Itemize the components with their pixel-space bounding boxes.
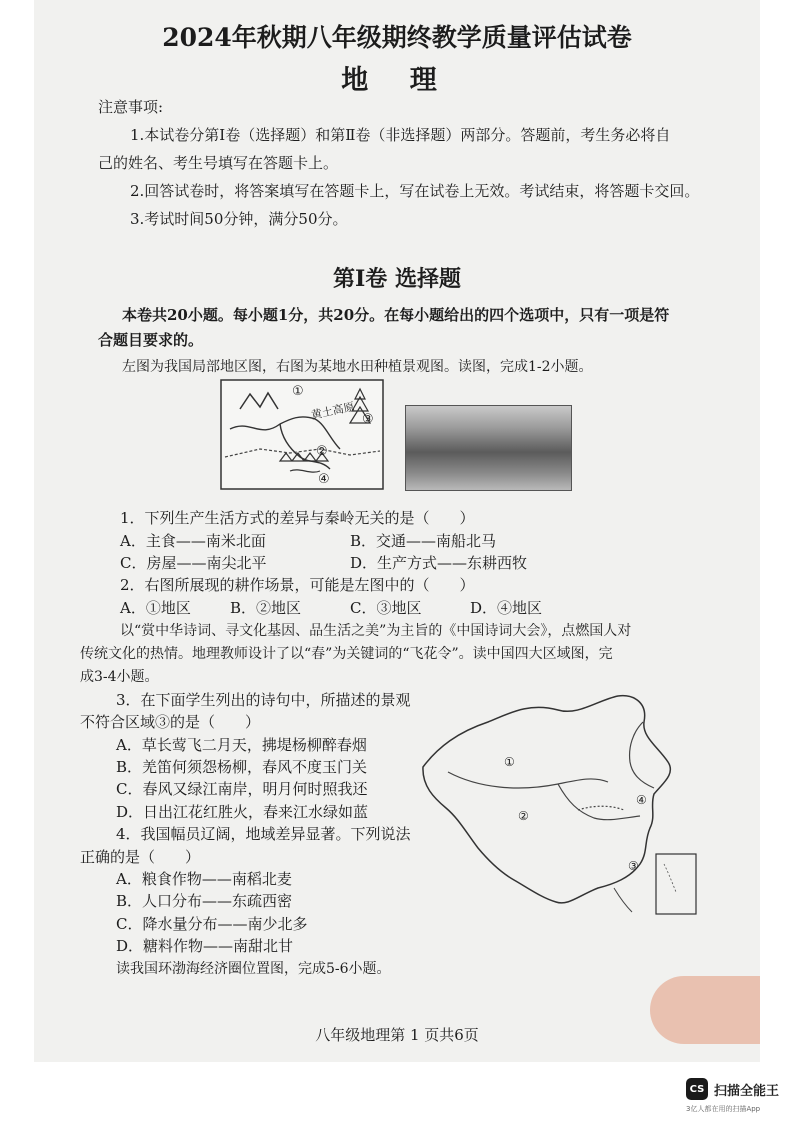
map-marker-4: ④ (318, 472, 330, 487)
q1-option-d: D．生产方式——东耕西牧 (350, 554, 528, 572)
q2-option-a: A．①地区 (120, 599, 191, 617)
region-marker-4: ④ (636, 793, 647, 807)
q3-option-d: D．日出江花红胜火，春来江水绿如蓝 (116, 803, 369, 821)
exam-subject: 地 理 (341, 65, 453, 96)
q2-stem: 2．右图所展现的耕作场景，可能是左图中的（ ） (120, 576, 475, 594)
region-marker-1: ① (504, 755, 515, 769)
group2-stem: 成3-4小题。 (80, 669, 159, 685)
paddy-field-photo (405, 405, 572, 491)
page-footer: 八年级地理第 1 页共6页 (315, 1026, 479, 1044)
q4-stem: 正确的是（ ） (80, 848, 201, 866)
group2-stem: 以“赏中华诗词、寻文化基因、品生活之美”为主旨的《中国诗词大会》，点燃国人对 (120, 623, 632, 639)
scanner-watermark (686, 1078, 779, 1100)
q3-stem: 3．在下面学生列出的诗句中，所描述的景观 (116, 691, 411, 709)
q1-stem: 1．下列生产生活方式的差异与秦岭无关的是（ ） (120, 509, 475, 527)
scanner-tagline: 3亿人都在用的扫描App (686, 1105, 761, 1113)
q4-option-c: C．降水量分布——南少北多 (116, 915, 308, 933)
section-intro: 合题目要求的。 (98, 331, 204, 349)
scanner-logo-icon: CS (686, 1078, 708, 1100)
group2-stem: 传统文化的热情。地理教师设计了以“春”为关键词的“飞花令”。读中国四大区域图，完 (80, 646, 613, 662)
exam-sheet (34, 0, 760, 1062)
q2-option-c: C．③地区 (350, 599, 422, 617)
map-marker-3: ③ (362, 412, 374, 427)
region-marker-3: ③ (628, 859, 639, 873)
q1-option-b: B．交通——南船北马 (350, 532, 497, 550)
scanner-name: 扫描全能王 (714, 1083, 780, 1099)
q4-stem: 4．我国幅员辽阔，地域差异显著。下列说法 (116, 825, 411, 843)
regional-map (220, 379, 384, 490)
thumb-shadow (650, 976, 760, 1044)
q4-option-b: B．人口分布——东疏西密 (116, 892, 293, 910)
q1-option-c: C．房屋——南尖北平 (120, 554, 267, 572)
q3-option-c: C．春风又绿江南岸，明月何时照我还 (116, 780, 368, 798)
notice-item: 1.本试卷分第Ⅰ卷（选择题）和第Ⅱ卷（非选择题）两部分。答题前，考生务必将自 (130, 126, 671, 144)
q2-option-b: B．②地区 (230, 599, 302, 617)
map-label-loess: 黄土高原 (309, 400, 356, 422)
map-marker-2: ② (316, 444, 328, 459)
exam-title: 2024年秋期八年级期终教学质量评估试卷 (162, 23, 632, 52)
south-sea-inset (656, 854, 696, 914)
section-intro: 本卷共20小题。每小题1分，共20分。在每小题给出的四个选项中，只有一项是符 (122, 306, 670, 324)
group3-stem: 读我国环渤海经济圈位置图，完成5-6小题。 (116, 961, 391, 977)
q3-option-a: A．草长莺飞二月天，拂堤杨柳醉春烟 (116, 736, 367, 754)
q2-option-d: D．④地区 (470, 599, 543, 617)
q4-option-a: A．粮食作物——南稻北麦 (116, 870, 292, 888)
notice-item: 2.回答试卷时，将答案填写在答题卡上，写在试卷上无效。考试结束，将答题卡交回。 (130, 182, 700, 200)
section-title: 第Ⅰ卷 选择题 (333, 266, 461, 292)
q3-stem: 不符合区域③的是（ ） (80, 713, 261, 731)
q1-option-a: A．主食——南米北面 (120, 532, 266, 550)
notice-heading: 注意事项: (98, 98, 164, 116)
q3-option-b: B．羌笛何须怨杨柳，春风不度玉门关 (116, 758, 368, 776)
region-marker-2: ② (518, 809, 529, 823)
q4-option-d: D．糖料作物——南甜北甘 (116, 937, 294, 955)
group1-stem: 左图为我国局部地区图，右图为某地水田种植景观图。读图，完成1-2小题。 (122, 359, 593, 375)
notice-item: 3.考试时间50分钟，满分50分。 (130, 210, 348, 228)
notice-item: 己的姓名、考生号填写在答题卡上。 (98, 154, 339, 172)
map-marker-1: ① (292, 384, 304, 399)
china-regions-map (418, 692, 704, 918)
